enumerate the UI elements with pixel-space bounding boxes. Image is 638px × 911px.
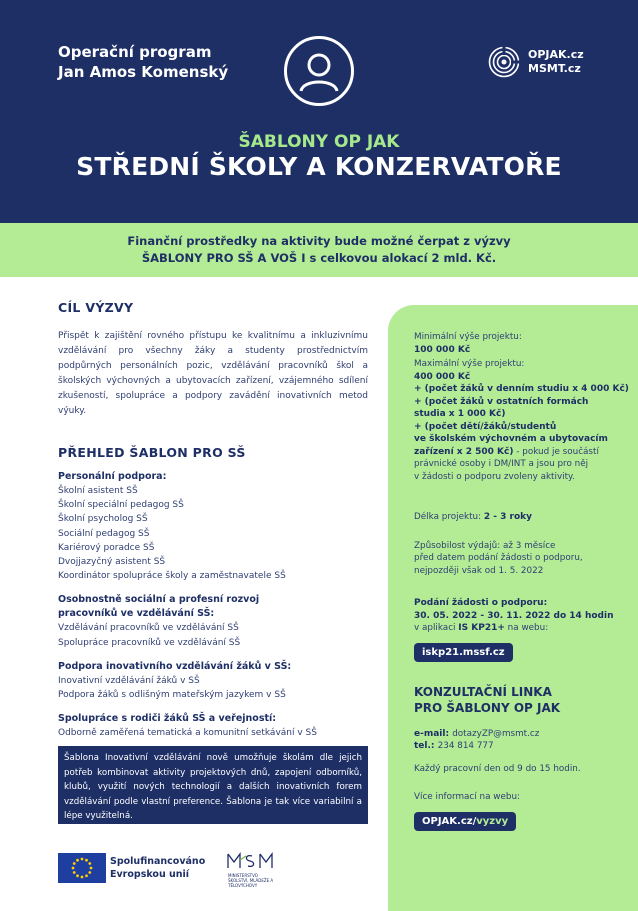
goal-text: Přispět k zajištění rovného přístupu ke kvalitnímu a inkluzivnímu vzdělávání pro všechny žáky a studenty prostřednictvím podpůrných personálních pozic, vzdělávání pracovníků škol a školských výchovných a ubytovacích zařízení, vzájemného sdílení zkušeností, spolupráce a podpory zavádění inovativních metod výuky. [58, 331, 368, 416]
page-kicker: ŠABLONY OP JAK [238, 132, 400, 152]
opjak-logo-icon [488, 46, 520, 78]
list-item: Podpora žáků s odlišným mateřským jazykem v SŠ [58, 690, 286, 701]
max-amount-line: + (počet žáků v denním studiu x 4 000 Kč) [414, 384, 629, 394]
min-amount-value: 100 000 Kč [414, 344, 471, 355]
submission-dates: 30. 05. 2022 - 30. 11. 2022 do 14 hodin [414, 610, 614, 621]
program-name: Operační program Jan Amos Komenský [58, 43, 229, 81]
list-item: Dvojjazyčný asistent SŠ [58, 557, 166, 568]
group-heading: Personální podpora: [58, 471, 167, 482]
brand-opjak: OPJAK.cz [528, 48, 584, 61]
left-column [58, 300, 368, 740]
phone-line: tel.: 234 814 777 [414, 741, 494, 751]
header-banner [0, 0, 638, 223]
group-heading: Osobnostně sociální a profesní rozvoj pracovníků ve vzdělávání SŠ: [58, 594, 260, 620]
list-item: Kariérový poradce SŠ [58, 542, 155, 553]
list-item: Inovativní vzdělávání žáků v SŠ [58, 675, 200, 686]
msmt-caption: MINISTERSTVO ŠKOLSTVÍ, MLÁDEŽE A TĚLOVÝCHOVY [228, 873, 274, 888]
submission-app: v aplikaci IS KP21+ na webu: [414, 623, 549, 633]
email-link[interactable]: dotazyZP@msmt.cz [452, 728, 540, 739]
person-icon [284, 36, 354, 106]
list-item: Školní speciální pedagog SŠ [58, 500, 184, 511]
brand-msmt: MSMT.cz [528, 62, 581, 75]
list-item: Sociální pedagog SŠ [58, 528, 150, 539]
overview-title: PŘEHLED ŠABLON PRO SŠ [58, 445, 246, 460]
allocation-text: Finanční prostředky na aktivity bude možné čerpat z výzvy ŠABLONY PRO SŠ A VOŠ I s celkovou alokací 2 mld. Kč. [127, 234, 511, 265]
template-group [58, 660, 368, 702]
eu-flag-icon [58, 853, 106, 883]
group-heading: Spolupráce s rodiči žáků SŠ a veřejností: [58, 713, 277, 725]
eligibility-block: Způsobilost výdajů: až 3 měsíce před datem podání žádosti o podporu, nejpozději však od 1. 5. 2022 [414, 540, 583, 576]
group-heading: Podpora inovativního vzdělávání žáků v SŠ: [58, 660, 292, 672]
allocation-banner [0, 223, 638, 277]
contact-block [414, 728, 638, 831]
submission-block [414, 597, 638, 662]
submission-title: Podání žádosti o podporu: [414, 598, 548, 608]
page-title: STŘEDNÍ ŠKOLY A KONZERVATOŘE [76, 152, 562, 181]
list-item: Vzdělávání pracovníků ve vzdělávání SŠ [58, 623, 239, 634]
max-amount-note: v žádosti o podporu zvoleny aktivity. [414, 471, 575, 482]
email-line: e-mail: dotazyZP@msmt.cz [414, 728, 540, 739]
project-duration: Délka projektu: 2 - 3 roky [414, 512, 533, 522]
max-amount-label: Maximální výše projektu: [414, 359, 525, 369]
max-amount-line: + (počet dětí/žáků/studentů [414, 421, 557, 432]
list-item: Spolupráce pracovníků ve vzdělávání SŠ [58, 637, 241, 648]
max-amount-line: studia x 1 000 Kč) [414, 409, 506, 419]
max-amount-line: 400 000 Kč [414, 371, 471, 382]
list-item: Koordinátor spolupráce školy a zaměstnavatele SŠ [58, 571, 286, 582]
goal-title: CÍL VÝZVY [58, 300, 134, 315]
max-amount-line: zařízení x 2 500 Kč) - pokud je součástí [414, 446, 599, 457]
eu-cofunded-label: Spolufinancováno Evropskou unií [110, 856, 206, 880]
min-amount-label: Minimální výše projektu: [414, 332, 522, 342]
iskp21-link[interactable]: iskp21.mssf.cz [414, 643, 513, 662]
list-item: Školní psycholog SŠ [58, 514, 148, 525]
max-amount-note: právnické osoby i DM/INT a jsou pro něj [414, 459, 589, 469]
max-amount-line: ve školském výchovném a ubytovacím [414, 434, 608, 444]
hotline-title: KONZULTAČNÍ LINKA PRO ŠABLONY OP JAK [414, 684, 561, 715]
list-item: Školní asistent SŠ [58, 486, 138, 496]
info-panel [388, 305, 638, 911]
list-item: Odborně zaměřená tematická a komunitní setkávání v SŠ [58, 728, 317, 739]
innovation-callout: Šablona Inovativní vzdělávání nově umožňuje školám dle jejich potřeb kombinovat aktivity projektových dnů, zapojení odborníků, klubů, využití nových technologií a dalších inovativních forem vzdělávání podle vlastní preference. Šablona je tak více variabilní a lépe využitelná. [58, 746, 368, 824]
office-hours: Každý pracovní den od 9 do 15 hodin. [414, 763, 581, 774]
template-group [58, 470, 368, 583]
template-group [58, 712, 368, 740]
more-info-label: Více informací na webu: [414, 792, 520, 802]
brand-block [488, 46, 584, 78]
template-group [58, 593, 368, 649]
max-amount-line: + (počet žáků v ostatních formách [414, 396, 589, 407]
opjak-web-link[interactable]: OPJAK.cz/vyzvy [414, 812, 516, 831]
